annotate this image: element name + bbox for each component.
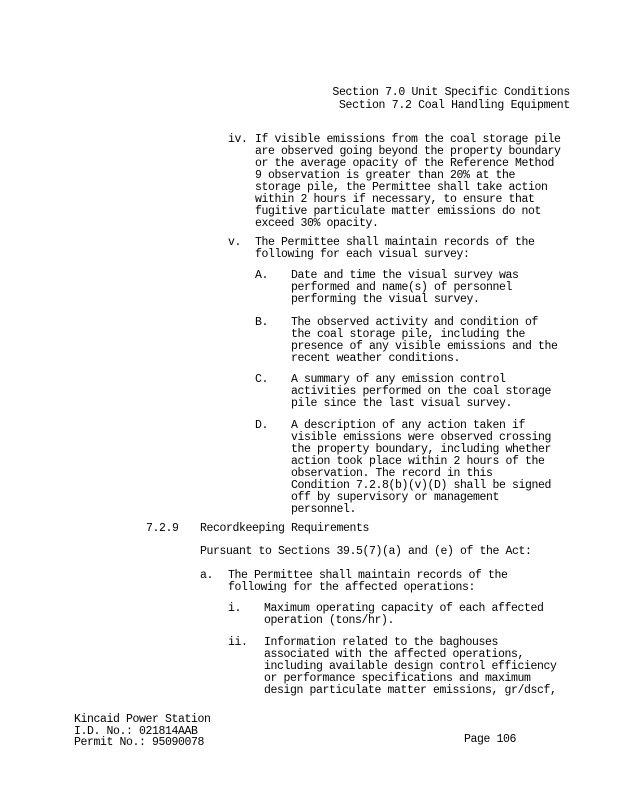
section-intro: Pursuant to Sections 39.5(7)(a) and (e) of the Act: bbox=[200, 545, 532, 558]
text-line: including available design control efficiency bbox=[264, 660, 557, 673]
item-label-iv: iv. bbox=[228, 133, 248, 146]
text-line: or the average opacity of the Reference Method bbox=[255, 157, 555, 170]
text-line: associated with the affected operations, bbox=[264, 648, 525, 661]
header-subsection-line: Section 7.2 Coal Handling Equipment bbox=[338, 99, 570, 112]
text-line: action took place within 2 hours of the bbox=[291, 455, 545, 468]
text-line: design particulate matter emissions, gr/dscf, bbox=[264, 684, 557, 697]
text-line: Date and time the visual survey was bbox=[291, 269, 519, 282]
text-line: The Permittee shall maintain records of the bbox=[228, 569, 508, 582]
text-line: recent weather conditions. bbox=[291, 352, 461, 365]
footer-facility-name: Kincaid Power Station bbox=[74, 713, 211, 726]
item-label-A: A. bbox=[255, 269, 269, 282]
text-line: observation. The record in this bbox=[291, 467, 493, 480]
text-line: the property boundary, including whether bbox=[291, 443, 552, 456]
text-line: following for each visual survey: bbox=[255, 248, 470, 261]
item-label-B: B. bbox=[255, 316, 269, 329]
item-text-i bbox=[264, 603, 544, 627]
page-number: Page 106 bbox=[464, 733, 517, 746]
item-text-A bbox=[291, 270, 519, 306]
header-section-line: Section 7.0 Unit Specific Conditions bbox=[332, 86, 570, 99]
text-line: Condition 7.2.8(b)(v)(D) shall be signed bbox=[291, 479, 552, 492]
text-line: visible emissions were observed crossing bbox=[291, 431, 552, 444]
item-text-D bbox=[291, 420, 551, 516]
item-text-v bbox=[255, 237, 535, 261]
text-line: following for the affected operations: bbox=[228, 581, 476, 594]
item-label-ii: ii. bbox=[228, 636, 248, 649]
item-text-C bbox=[291, 374, 551, 410]
text-line: pile since the last visual survey. bbox=[291, 397, 513, 410]
text-line: Maximum operating capacity of each affected bbox=[264, 602, 544, 615]
item-label-v: v. bbox=[228, 236, 242, 249]
text-line: personnel. bbox=[291, 503, 357, 516]
page-header bbox=[332, 86, 570, 112]
text-line: A description of any action taken if bbox=[291, 419, 526, 432]
item-label-C: C. bbox=[255, 373, 269, 386]
text-line: storage pile, the Permittee shall take action bbox=[255, 181, 548, 194]
item-label-a: a. bbox=[200, 569, 214, 582]
item-text-ii bbox=[264, 637, 557, 697]
text-line: within 2 hours if necessary, to ensure that bbox=[255, 193, 535, 206]
text-line: 9 observation is greater than 20% at the bbox=[255, 169, 516, 182]
item-text-iv bbox=[255, 134, 561, 230]
item-text-B bbox=[291, 317, 558, 365]
text-line: The Permittee shall maintain records of the bbox=[255, 236, 535, 249]
text-line: Information related to the baghouses bbox=[264, 636, 499, 649]
text-line: The observed activity and condition of bbox=[291, 316, 539, 329]
text-line: off by supervisory or management bbox=[291, 491, 500, 504]
text-line: performing the visual survey. bbox=[291, 293, 480, 306]
text-line: If visible emissions from the coal storage pile bbox=[255, 133, 561, 146]
text-line: performed and name(s) of personnel bbox=[291, 281, 513, 294]
text-line: activities performed on the coal storage bbox=[291, 385, 552, 398]
section-number: 7.2.9 bbox=[146, 522, 179, 535]
text-line: presence of any visible emissions and the bbox=[291, 340, 558, 353]
text-line: fugitive particulate matter emissions do not bbox=[255, 205, 542, 218]
text-line: operation (tons/hr). bbox=[264, 614, 395, 627]
section-title: Recordkeeping Requirements bbox=[200, 522, 370, 535]
text-line: A summary of any emission control bbox=[291, 373, 506, 386]
item-label-i: i. bbox=[228, 602, 242, 615]
footer-id-number: I.D. No.: 021814AAB bbox=[74, 724, 198, 738]
text-line: are observed going beyond the property boundary bbox=[255, 145, 561, 158]
text-line: or performance specifications and maximum bbox=[264, 672, 531, 685]
footer-permit-number: Permit No.: 95090078 bbox=[74, 736, 205, 749]
text-line: the coal storage pile, including the bbox=[291, 328, 526, 341]
item-label-D: D. bbox=[255, 419, 269, 432]
item-text-a bbox=[228, 570, 508, 594]
text-line: exceed 30% opacity. bbox=[255, 217, 379, 230]
page-footer bbox=[74, 714, 211, 749]
